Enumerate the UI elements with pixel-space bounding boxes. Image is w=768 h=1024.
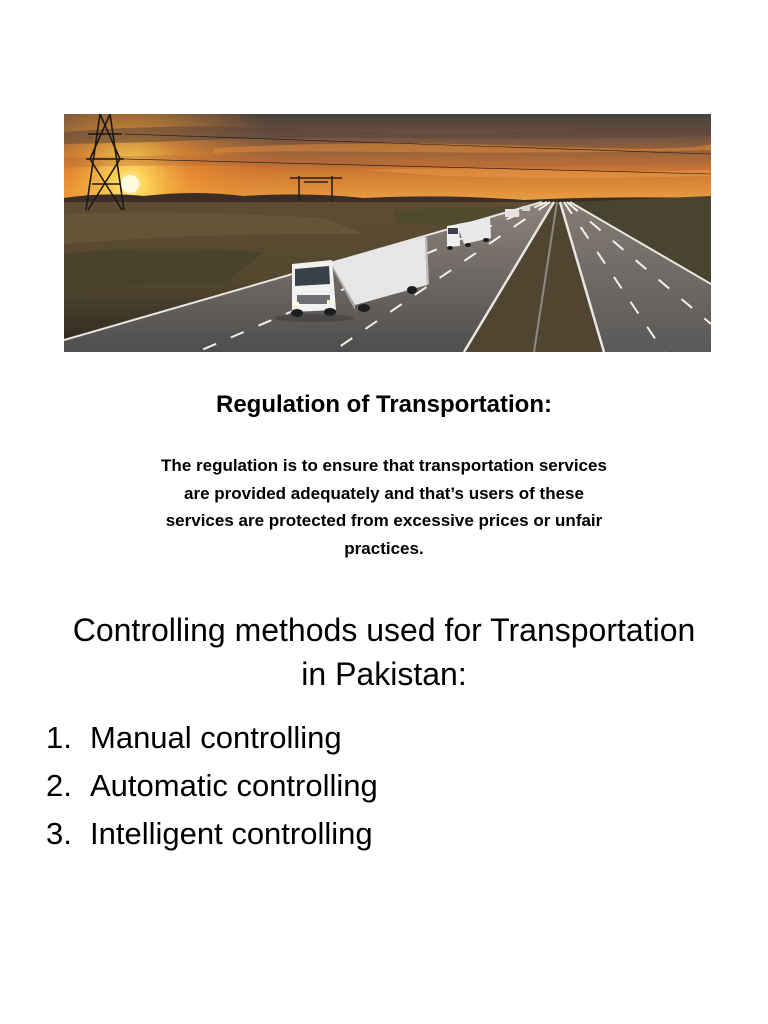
method-item	[46, 762, 726, 810]
regulation-heading: Regulation of Transportation:	[216, 391, 552, 418]
highway-trucks-illustration	[64, 114, 711, 352]
method-label: Automatic controlling	[90, 768, 378, 803]
method-label: Manual controlling	[90, 720, 342, 755]
controlling-methods-list	[46, 714, 726, 858]
regulation-paragraph-line: services are protected from excessive prices or unfair	[165, 511, 603, 530]
sun	[121, 175, 139, 193]
regulation-paragraph	[0, 452, 768, 562]
controlling-heading-line: in Pakistan:	[301, 656, 467, 692]
regulation-paragraph-line: practices.	[344, 538, 424, 558]
method-number: 2.	[46, 768, 72, 803]
regulation-paragraph-line: The regulation is to ensure that transportation services	[161, 456, 607, 475]
controlling-methods-heading	[0, 608, 768, 696]
highway-trucks-photo	[64, 114, 711, 352]
method-item	[46, 810, 726, 858]
method-number: 3.	[46, 816, 72, 851]
regulation-paragraph-line: are provided adequately and that’s users of these	[184, 483, 584, 503]
controlling-heading-line: Controlling methods used for Transportation	[72, 612, 696, 648]
method-label: Intelligent controlling	[90, 816, 373, 851]
method-item	[46, 714, 726, 762]
method-number: 1.	[46, 720, 72, 755]
